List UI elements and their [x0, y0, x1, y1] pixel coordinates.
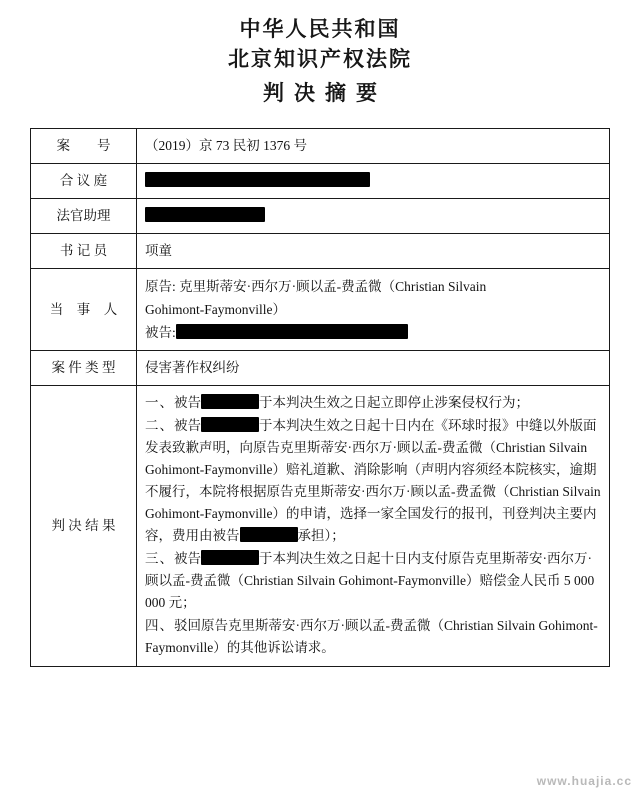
- table-row-panel: [31, 164, 610, 199]
- judgment-table: [30, 128, 610, 667]
- result-item-2: [145, 415, 601, 547]
- party-plaintiff-line1: 原告: 克里斯蒂安·西尔万·顾以孟-费孟微（Christian Silvain: [145, 279, 487, 294]
- party-defendant-line: [145, 321, 601, 344]
- table-row-case-type: [31, 351, 610, 386]
- result-item-4-number: 四、: [145, 618, 174, 633]
- redaction-bar: [145, 207, 265, 222]
- label-judge-assistant: 法官助理: [31, 199, 137, 234]
- header-line-country: 中华人民共和国: [239, 17, 401, 41]
- value-clerk: 项童: [137, 234, 610, 269]
- result-item-1-number: 一、: [145, 395, 174, 410]
- label-result: 判 决 结 果: [31, 386, 137, 667]
- result-item-1: [145, 392, 601, 414]
- label-case-type: 案 件 类 型: [31, 351, 137, 386]
- value-panel: [137, 164, 610, 199]
- value-result: [137, 386, 610, 667]
- watermark-text: www.huajia.cc: [536, 774, 632, 788]
- result-item-2-before: 被告: [174, 418, 201, 433]
- value-case-type: 侵害著作权纠纷: [137, 351, 610, 386]
- result-item-3-after: 于本判决生效之日起十日内支付原告克里斯蒂安·西尔万·顾以孟-费孟微（Christian Silvain Gohimont-Faymonville）赔偿金人民币 5 000 000 元；: [145, 551, 595, 610]
- result-item-2-tail: 承担）；: [297, 528, 345, 543]
- label-case-number: 案 号: [31, 129, 137, 164]
- result-item-3: [145, 548, 601, 614]
- redaction-bar: [240, 527, 298, 542]
- document-header: [0, 0, 640, 110]
- result-item-3-before: 被告: [174, 551, 201, 566]
- redaction-bar: [176, 324, 408, 339]
- redaction-bar: [201, 417, 259, 432]
- header-line-title: 判决摘要: [263, 81, 387, 105]
- value-case-number: （2019）京 73 民初 1376 号: [137, 129, 610, 164]
- result-item-2-number: 二、: [145, 418, 174, 433]
- table-row-parties: [31, 269, 610, 351]
- redaction-bar: [201, 550, 259, 565]
- redaction-bar: [145, 172, 370, 187]
- result-item-4-after: 驳回原告克里斯蒂安·西尔万·顾以孟-费孟微（Christian Silvain Gohimont-Faymonville）的其他诉讼请求。: [145, 618, 598, 655]
- table-row-clerk: [31, 234, 610, 269]
- table-row-case-number: [31, 129, 610, 164]
- result-item-4: [145, 615, 601, 659]
- header-line-court: 北京知识产权法院: [228, 47, 412, 71]
- redaction-bar: [201, 394, 259, 409]
- value-judge-assistant: [137, 199, 610, 234]
- result-item-1-before: 被告: [174, 395, 201, 410]
- label-parties: 当 事 人: [31, 269, 137, 351]
- party-plaintiff-line2: Gohimont-Faymonville）: [145, 302, 286, 317]
- value-parties: [137, 269, 610, 351]
- result-item-3-number: 三、: [145, 551, 174, 566]
- party-defendant-prefix: 被告:: [145, 325, 176, 340]
- label-panel: 合 议 庭: [31, 164, 137, 199]
- result-item-2-after: 于本判决生效之日起十日内在《环球时报》中缝以外版面发表致歉声明，向原告克里斯蒂安·西尔万·顾以孟-费孟微（Christian Silvain Gohimont-Faymonville）赔礼道歉、消除影响（声明内容须经本院核实，逾期不履行，本院将根据原告克里斯蒂安·西尔万·顾以孟-费孟微（Christian Silvain Gohimont-Faymonville）的申请，选择一家全国发行的报刊，刊登判决主要内容，费用由被告: [145, 418, 601, 543]
- table-row-result: [31, 386, 610, 667]
- result-item-1-after: 于本判决生效之日起立即停止涉案侵权行为；: [259, 395, 529, 410]
- label-clerk: 书 记 员: [31, 234, 137, 269]
- table-row-judge-assistant: [31, 199, 610, 234]
